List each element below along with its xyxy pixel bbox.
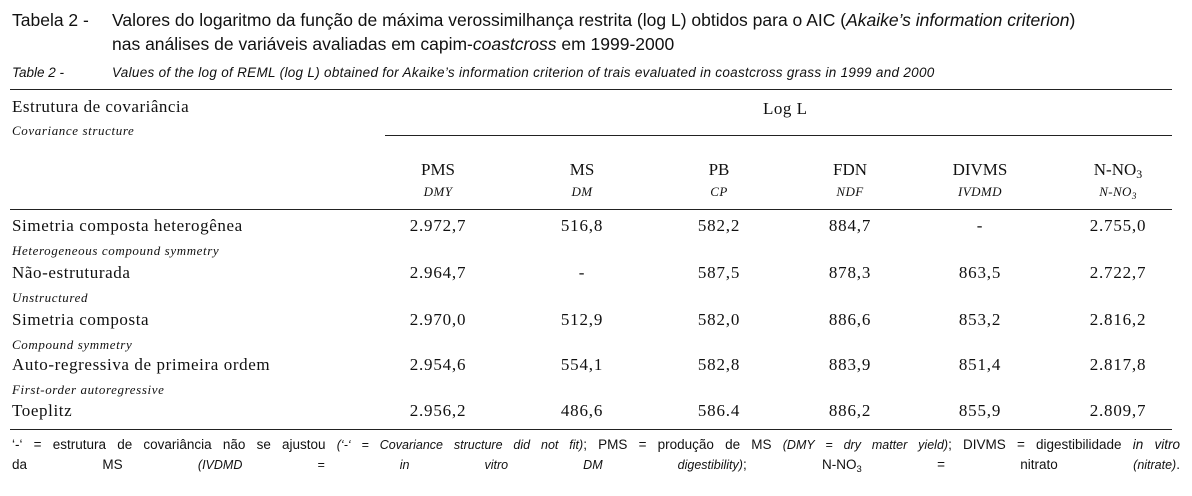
table-cell: 587,5 <box>697 263 741 282</box>
table-cell: 582,8 <box>697 355 741 374</box>
table-cell: 883,9 <box>828 355 872 374</box>
table-cell: 2.817,8 <box>1089 355 1147 374</box>
table-cell: 586.4 <box>697 401 741 420</box>
row-header: Estrutura de covariância <box>12 97 190 116</box>
table-cell: 853,2 <box>958 310 1002 329</box>
footnote: ‘-‘ = estrutura de covariância não se ajustou (‘-‘ = Covariance structure did not fit); PMS = produção de MS (DMY = dry matter yield); DIVMS = digestibilidade in vitro da MS (IVDMD = in vitro DM digestibility); $N-NO_3$ = nitrato (nitrate). <box>12 437 1180 475</box>
table-cell: - <box>976 216 984 235</box>
column-header-en: DMY <box>423 184 453 199</box>
table-cell: 2.816,2 <box>1089 310 1147 329</box>
caption-label-en: Table 2 - <box>12 65 65 80</box>
table-cell: 516,8 <box>560 216 604 235</box>
column-header: PB <box>708 160 730 179</box>
column-header-en: CP <box>710 184 728 199</box>
row-label-en: Heterogeneous compound symmetry <box>12 243 220 258</box>
table-top-rule <box>10 89 1172 90</box>
caption-title-pt-line2: nas análises de variáveis avaliadas em capim-coastcross em 1999-2000 <box>112 34 675 54</box>
row-label: Simetria composta <box>12 310 150 329</box>
column-header-en: NDF <box>836 184 864 199</box>
table-cell: - <box>578 263 586 282</box>
table-cell: 2.972,7 <box>409 216 467 235</box>
table-cell: 582,0 <box>697 310 741 329</box>
table-bottom-rule <box>10 429 1172 430</box>
row-header-en: Covariance structure <box>12 123 135 138</box>
column-header-en: DM <box>571 184 593 199</box>
table-cell: 2.755,0 <box>1089 216 1147 235</box>
table-cell: 863,5 <box>958 263 1002 282</box>
table-cell: 886,6 <box>828 310 872 329</box>
table-cell: 2.809,7 <box>1089 401 1147 420</box>
row-label-en: Compound symmetry <box>12 337 133 352</box>
caption-title-en: Values of the log of REML (log L) obtained for Akaike’s information criterion of trais evaluated in coastcross grass in 1999 and 2000 <box>112 65 935 80</box>
group-header-rule <box>385 135 1172 136</box>
caption-label-pt: Tabela 2 - <box>12 10 89 30</box>
table-cell: 878,3 <box>828 263 872 282</box>
column-header: DIVMS <box>952 160 1008 179</box>
table-cell: 851,4 <box>958 355 1002 374</box>
column-header-en: IVDMD <box>958 184 1002 199</box>
table-cell: 2.954,6 <box>409 355 467 374</box>
column-header: PMS <box>420 160 456 179</box>
table-cell: 582,2 <box>697 216 741 235</box>
row-label: Toeplitz <box>12 401 73 420</box>
table-cell: 2.970,0 <box>409 310 467 329</box>
column-header: MS <box>569 160 595 179</box>
column-header: FDN <box>832 160 867 179</box>
row-label: Simetria composta heterogênea <box>12 216 243 235</box>
table-cell: 2.956,2 <box>409 401 467 420</box>
table-cell: 512,9 <box>560 310 604 329</box>
header-bottom-rule <box>10 209 1172 210</box>
row-label-en: Unstructured <box>12 290 89 305</box>
table-cell: 884,7 <box>828 216 872 235</box>
column-header-en: $N-NO_3$ <box>1099 184 1137 201</box>
table-cell: 2.964,7 <box>409 263 467 282</box>
column-header: $N-NO_3$ <box>1093 160 1143 181</box>
row-label-en: First-order autoregressive <box>12 382 165 397</box>
row-label: Auto-regressiva de primeira ordem <box>12 355 271 374</box>
group-header: Log L <box>763 99 808 118</box>
table-cell: 2.722,7 <box>1089 263 1147 282</box>
table-cell: 886,2 <box>828 401 872 420</box>
table-cell: 486,6 <box>560 401 604 420</box>
caption-title-pt-line1: Valores do logaritmo da função de máxima verossimilhança restrita (log L) obtidos para o AIC (Akaike’s information criterion) <box>112 10 1076 30</box>
row-label: Não-estruturada <box>12 263 131 282</box>
table-cell: 855,9 <box>958 401 1002 420</box>
table-cell: 554,1 <box>560 355 604 374</box>
